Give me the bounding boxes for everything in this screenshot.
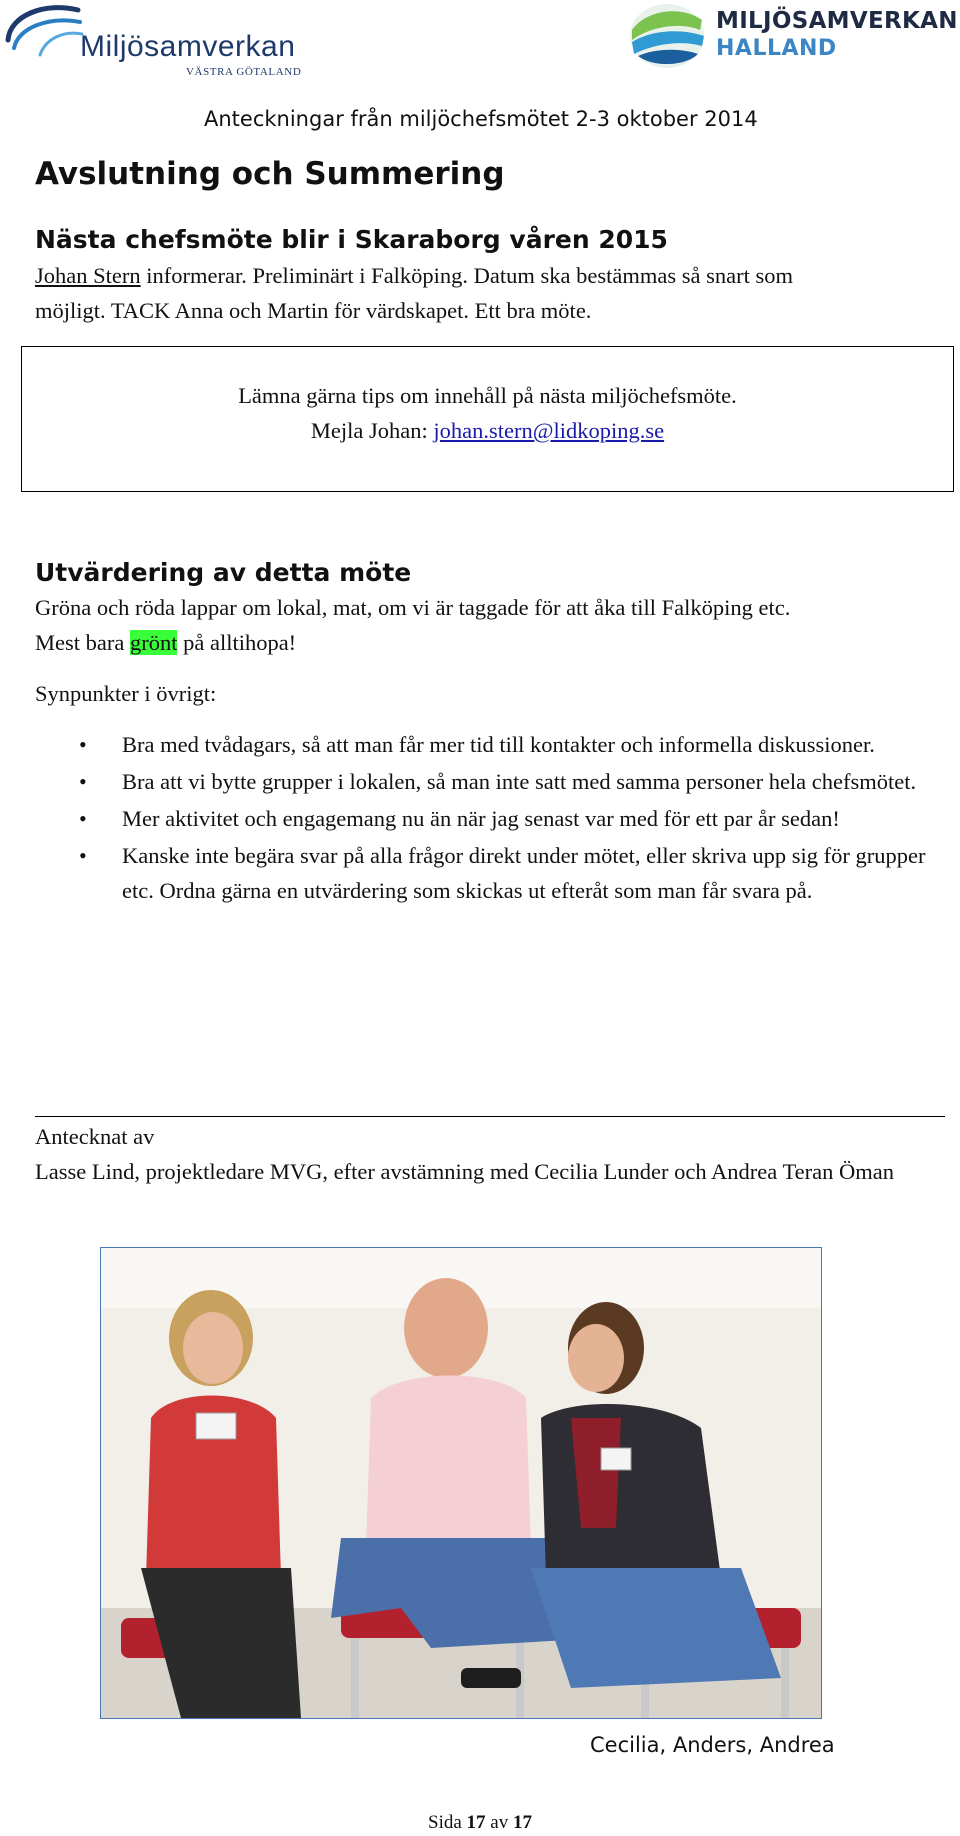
paragraph-next-meeting bbox=[35, 258, 935, 328]
miljosamverkan-halland-logo bbox=[626, 0, 708, 72]
page-total: 17 bbox=[512, 1812, 532, 1833]
divider bbox=[35, 1116, 945, 1117]
logo-left-name: Miljösamverkan bbox=[80, 30, 296, 63]
tips-box-line1: Lämna gärna tips om innehåll på nästa miljöchefsmöte. bbox=[238, 383, 737, 408]
footer-mid: av bbox=[485, 1812, 513, 1833]
page-number: 17 bbox=[466, 1812, 486, 1833]
section-title-avslutning: Avslutning och Summering bbox=[35, 156, 505, 192]
section-subtitle-next-meeting: Nästa chefsmöte blir i Skaraborg våren 2015 bbox=[35, 225, 668, 254]
photo-illustration bbox=[101, 1248, 821, 1718]
list-item: • Bra med tvådagars, så att man får mer tid till kontakter och informella diskussioner. bbox=[75, 727, 935, 762]
paragraph-text-1: informerar. Preliminärt i Falköping. Datum ska bestämmas så snart som bbox=[140, 263, 794, 288]
list-item: • Kanske inte begära svar på alla frågor direkt under mötet, eller skriva upp sig för grupper etc. Ordna gärna en utvärdering som skickas ut efteråt som man får svara på. bbox=[75, 838, 935, 908]
swirl-logo-icon bbox=[0, 0, 90, 70]
tips-box-line2 bbox=[21, 418, 954, 444]
logo-right-line1: MILJÖSAMVERKAN bbox=[716, 8, 958, 34]
paragraph-text-2: möjligt. TACK Anna och Martin för värdskapet. Ett bra möte. bbox=[35, 298, 592, 323]
synpunkter-label: Synpunkter i övrigt: bbox=[35, 681, 217, 706]
annotation-text: Lasse Lind, projektledare MVG, efter avstämning med Cecilia Lunder och Andrea Teran Öman bbox=[35, 1159, 894, 1184]
wave-logo-icon bbox=[626, 0, 708, 72]
photo-caption: Cecilia, Anders, Andrea bbox=[590, 1733, 835, 1757]
meeting-photo bbox=[100, 1247, 822, 1719]
page-footer bbox=[0, 1812, 960, 1834]
list-item: • Bra att vi bytte grupper i lokalen, så man inte satt med samma personer hela chefsmötet. bbox=[75, 764, 935, 799]
annotation-label: Antecknat av bbox=[35, 1124, 155, 1149]
document-header: Anteckningar från miljöchefsmötet 2-3 oktober 2014 bbox=[204, 107, 758, 131]
feedback-list bbox=[75, 727, 935, 910]
person-name: Johan Stern bbox=[35, 263, 141, 288]
evaluation-line2-post: på alltihopa! bbox=[177, 630, 297, 655]
logo-left-sub: VÄSTRA GÖTALAND bbox=[186, 66, 302, 78]
email-link[interactable]: johan.stern@lidkoping.se bbox=[433, 418, 665, 443]
paragraph-evaluation bbox=[35, 590, 935, 660]
logo-right-line2: HALLAND bbox=[716, 36, 837, 61]
footer-prefix: Sida bbox=[428, 1812, 467, 1833]
highlighted-word: grönt bbox=[129, 630, 178, 655]
evaluation-line2-pre: Mest bara bbox=[35, 630, 130, 655]
evaluation-line1: Gröna och röda lappar om lokal, mat, om vi är taggade för att åka till Falköping etc. bbox=[35, 595, 791, 620]
list-item: • Mer aktivitet och engagemang nu än när jag senast var med för ett par år sedan! bbox=[75, 801, 935, 836]
section-title-utvardering: Utvärdering av detta möte bbox=[35, 558, 412, 587]
tips-box-prefix: Mejla Johan: bbox=[310, 418, 434, 443]
